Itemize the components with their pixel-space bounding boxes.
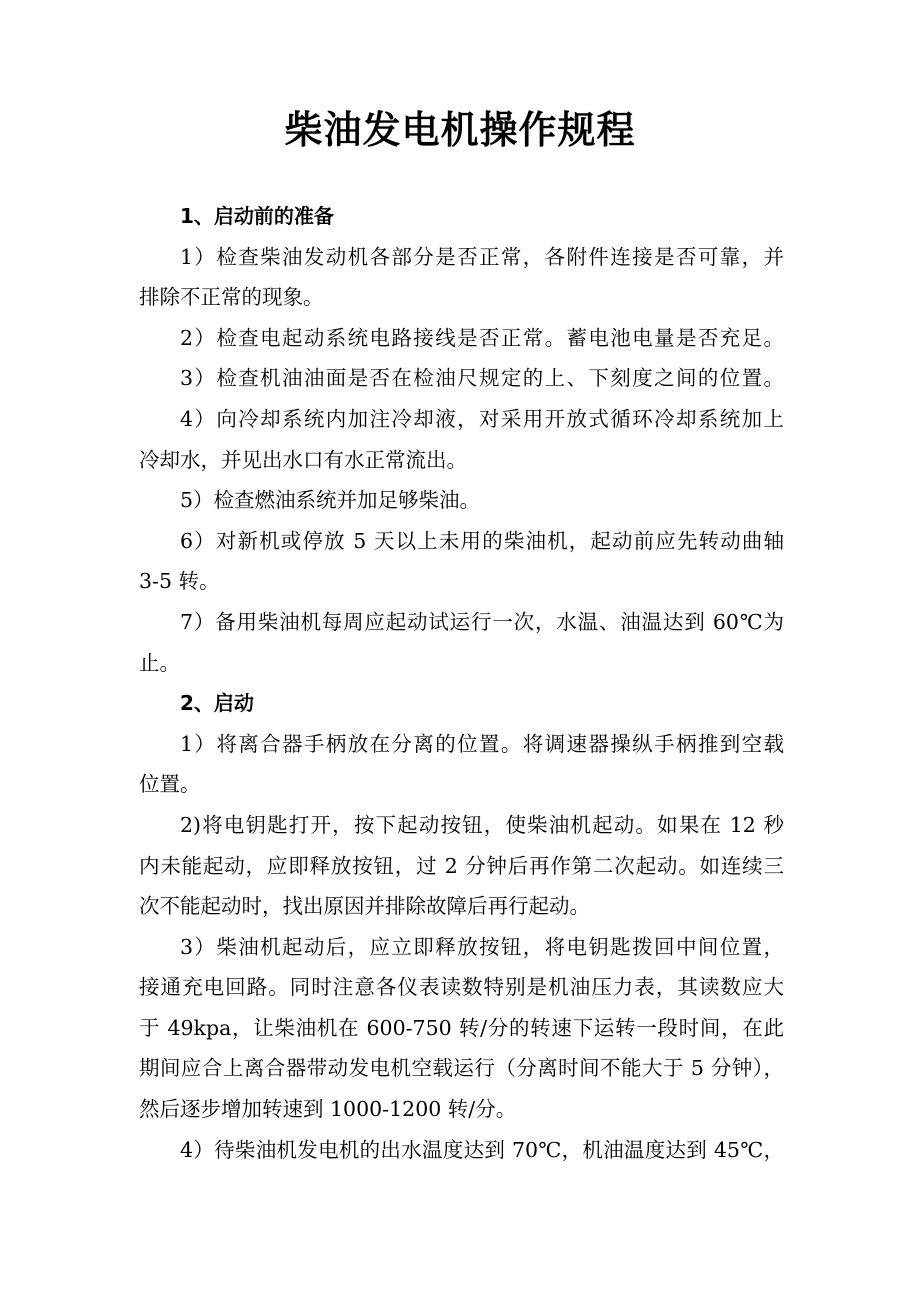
paragraph-line: 1）检查柴油发动机各部分是否正常，各附件连接是否可靠，并 xyxy=(180,244,784,269)
paragraph-line: 4）待柴油机发电机的出水温度达到 70℃，机油温度达到 45℃， xyxy=(180,1137,784,1162)
paragraph-line: 止。 xyxy=(139,650,180,675)
paragraph-line: 1）将离合器手柄放在分离的位置。将调速器操纵手柄推到空载 xyxy=(180,731,784,756)
paragraph-line: 期间应合上离合器带动发电机空载运行（分离时间不能大于 5 分钟）， xyxy=(139,1056,784,1081)
paragraph-line: 2)将电钥匙打开，按下起动按钮，使柴油机起动。如果在 12 秒 xyxy=(180,812,784,837)
paragraph-line: 内未能起动，应即释放按钮，过 2 分钟后再作第二次起动。如连续三 xyxy=(139,853,784,878)
document-title: 柴油发电机操作规程 xyxy=(284,108,636,152)
paragraph-line: 位置。 xyxy=(139,772,201,797)
document-body xyxy=(139,196,784,1170)
section-heading-start: 2、启动 xyxy=(180,691,254,716)
paragraph-line: 3-5 转。 xyxy=(139,569,220,594)
paragraph-line: 然后逐步增加转速到 1000-1200 转/分。 xyxy=(139,1097,517,1122)
paragraph-line: 2）检查电起动系统电路接线是否正常。蓄电池电量是否充足。 xyxy=(180,325,784,350)
paragraph-line: 6）对新机或停放 5 天以上未用的柴油机，起动前应先转动曲轴 xyxy=(180,528,784,553)
paragraph-line: 排除不正常的现象。 xyxy=(139,285,324,310)
paragraph-line: 4）向冷却系统内加注冷却液，对采用开放式循环冷却系统加上 xyxy=(180,406,784,431)
paragraph-line: 3）柴油机起动后，应立即释放按钮，将电钥匙拨回中间位置， xyxy=(180,934,784,959)
paragraph-line: 7）备用柴油机每周应起动试运行一次，水温、油温达到 60℃为 xyxy=(180,609,784,634)
paragraph-line: 次不能起动时，找出原因并排除故障后再行起动。 xyxy=(139,894,590,919)
paragraph-line: 3）检查机油油面是否在检油尺规定的上、下刻度之间的位置。 xyxy=(180,366,784,391)
paragraph-line: 于 49kpa，让柴油机在 600-750 转/分的转速下运转一段时间，在此 xyxy=(139,1015,784,1040)
paragraph-line: 冷却水，并见出水口有水正常流出。 xyxy=(139,447,467,472)
paragraph-line: 5）检查燃油系统并加足够柴油。 xyxy=(180,488,481,513)
section-heading-before-start: 1、启动前的准备 xyxy=(180,204,334,228)
paragraph-line: 接通充电回路。同时注意各仪表读数特别是机油压力表，其读数应大 xyxy=(139,975,784,1000)
